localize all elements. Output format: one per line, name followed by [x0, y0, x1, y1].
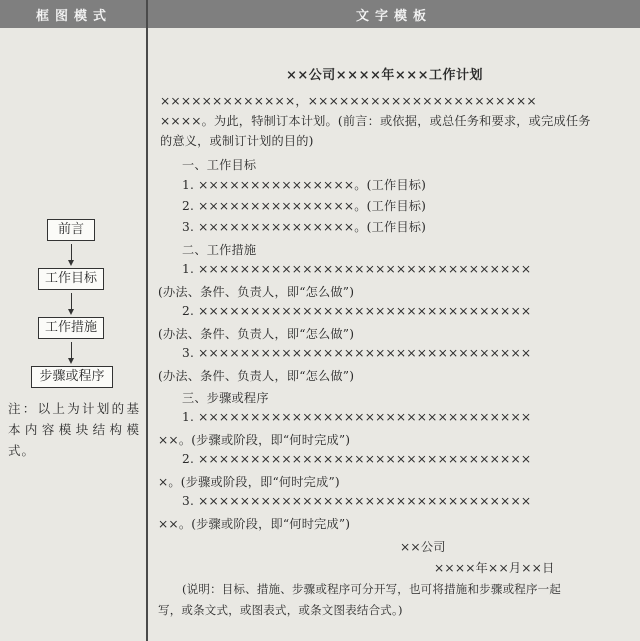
measure-item: 1. ×××××××××××××××××××××××××××××××× [182, 262, 532, 276]
remark-line: 写，或条文式，或图表式，或条文图表结合式。) [158, 603, 403, 617]
step-item: 1. ×××××××××××××××××××××××××××××××× [182, 410, 532, 424]
header-left-title: 框图模式 [35, 8, 112, 24]
step-item: 2. ×××××××××××××××××××××××××××××××× [182, 452, 532, 466]
measure-item: 2. ×××××××××××××××××××××××××××××××× [182, 304, 532, 318]
measure-note: (办法、条件、负责人，即“怎么做”) [158, 327, 355, 341]
signature-date: ××××年××月××日 [434, 561, 555, 575]
step-note: ××。(步骤或阶段，即“何时完成”) [158, 517, 351, 531]
measure-note: (办法、条件、负责人，即“怎么做”) [158, 285, 355, 299]
goal-item: 2. ×××××××××××××××。(工作目标) [182, 199, 427, 213]
signature-company: ××公司 [400, 540, 446, 554]
step-note: ××。(步骤或阶段，即“何时完成”) [158, 433, 351, 447]
flow-box-preface: 前言 [47, 219, 95, 241]
diagram-note: 注：以上为计划的基本内容模块结构模式。 [8, 401, 140, 458]
flow-box-steps: 步骤或程序 [31, 366, 113, 388]
goal-item: 1. ×××××××××××××××。(工作目标) [182, 178, 427, 192]
plan-title: ××公司××××年×××工作计划 [286, 68, 484, 83]
section-title-goals: 一、工作目标 [182, 158, 257, 172]
flow-arrow [71, 293, 72, 313]
intro-line: ××××。为此，特制订本计划。(前言：或依据，或总任务和要求，或完成任务 [160, 114, 591, 128]
measure-note: (办法、条件、负责人，即“怎么做”) [158, 369, 355, 383]
header-band [0, 0, 640, 28]
section-title-measures: 二、工作措施 [182, 243, 257, 257]
flow-arrow [71, 244, 72, 264]
measure-item: 3. ×××××××××××××××××××××××××××××××× [182, 346, 532, 360]
flow-box-goals: 工作目标 [38, 268, 104, 290]
goal-item: 3. ×××××××××××××××。(工作目标) [182, 220, 427, 234]
section-title-steps: 三、步骤或程序 [182, 391, 269, 405]
flow-box-measures: 工作措施 [38, 317, 104, 339]
step-item: 3. ×××××××××××××××××××××××××××××××× [182, 494, 532, 508]
remark-line: (说明：目标、措施、步骤或程序可分开写，也可将措施和步骤或程序一起 [182, 582, 562, 596]
step-note: ×。(步骤或阶段，即“何时完成”) [158, 475, 340, 489]
header-right-title: 文字模板 [355, 8, 432, 24]
intro-line: ×××××××××××××，×××××××××××××××××××××× [160, 94, 537, 108]
text-template [148, 28, 640, 641]
intro-line: 的意义，或制订计划的目的) [160, 134, 314, 148]
flow-arrow [71, 342, 72, 362]
